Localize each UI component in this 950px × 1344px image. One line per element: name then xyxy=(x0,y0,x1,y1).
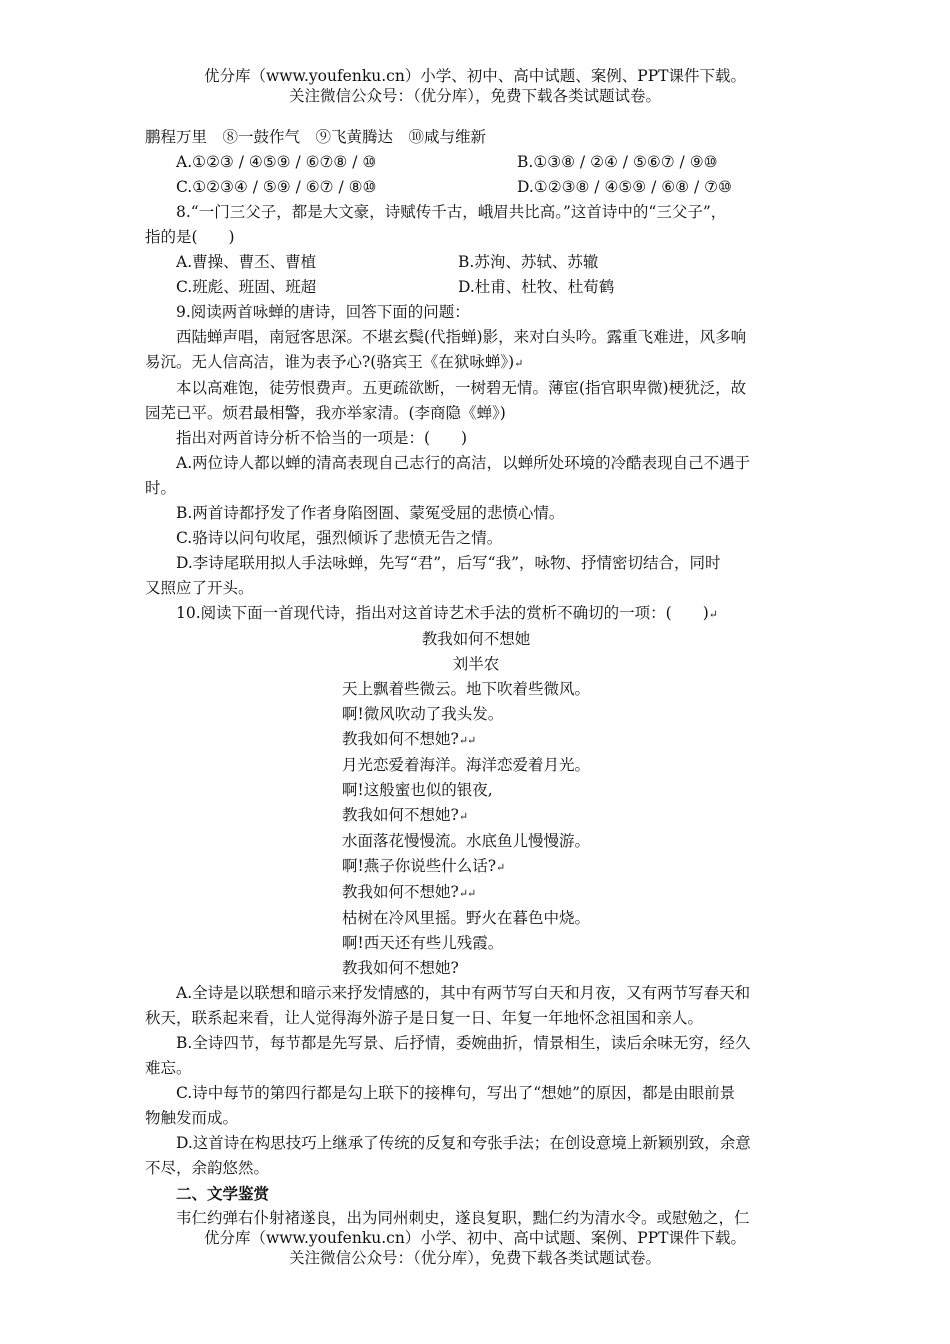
footer-line-1: 优分库（www.youfenku.cn）小学、初中、高中试题、案例、PPT课件下载。 xyxy=(203,1229,747,1247)
q10-stem xyxy=(145,601,807,627)
q8-stem-line-2: 指的是( ) xyxy=(145,228,235,246)
q9-ask: 指出对两首诗分析不恰当的一项是：( ) xyxy=(176,429,468,447)
q9-stem: 9.阅读两首咏蝉的唐诗，回答下面的问题： xyxy=(176,303,470,321)
q10-option-c-line-2: 物触发而成。 xyxy=(145,1109,239,1127)
q10-option-c-line-1: C.诗中每节的第四行都是勾上联下的接榫句，写出了“想她”的原因，都是由眼前景 xyxy=(176,1084,736,1102)
poem-line xyxy=(145,880,807,906)
q9-poem2-line-2: 园芜已平。烦君最相警，我亦举家清。(李商隐《蝉》) xyxy=(145,404,506,422)
link-mark-icon: ↵↵ xyxy=(458,734,476,747)
footer-line-2: 关注微信公众号：（优分库），免费下载各类试题试卷。 xyxy=(288,1249,661,1267)
q10-option-a-line-1: A.全诗是以联想和暗示来抒发情感的，其中有两节写白天和月夜，又有两节写春天和 xyxy=(176,984,751,1002)
q8-stem-line-1: 8.“一门三父子，都是大文豪，诗赋传千古，峨眉共比高。”这首诗中的“三父子”， xyxy=(176,203,727,221)
poem-line xyxy=(145,727,807,753)
poem-line-text: 教我如何不想她? xyxy=(342,806,459,824)
q10-option-d-line-1: D.这首诗在构思技巧上继承了传统的反复和夸张手法；在创设意境上新颖别致，余意 xyxy=(176,1134,751,1152)
q7-option-c: C.①②③④ / ⑤⑨ / ⑥⑦ / ⑧⑩ xyxy=(176,178,377,196)
poem-author: 刘半农 xyxy=(452,655,500,673)
poem-line: 水面落花慢慢流。水底鱼儿慢慢游。 xyxy=(342,832,591,850)
poem-title: 教我如何不想她 xyxy=(421,630,531,648)
poem-line: 月光恋爱着海洋。海洋恋爱着月光。 xyxy=(342,756,591,774)
q7-continued: 鹏程万里 ⑧一鼓作气 ⑨飞黄腾达 ⑩咸与维新 xyxy=(145,128,487,146)
q10-option-a-line-2: 秋天，联系起来看，让人觉得海外游子是日复一日、年复一年地怀念祖国和亲人。 xyxy=(145,1009,704,1027)
poem-line: 枯树在冷风里摇。野火在暮色中烧。 xyxy=(342,909,591,927)
q9-option-a-line-2: 时。 xyxy=(145,479,177,497)
poem-line-text: 教我如何不想她? xyxy=(342,883,459,901)
poem-line: 啊!微风吹动了我头发。 xyxy=(342,705,504,723)
q7-option-b: B.①③⑧ / ②④ / ⑤⑥⑦ / ⑨⑩ xyxy=(517,153,718,171)
document-body xyxy=(145,125,807,1231)
poem-line xyxy=(145,854,807,880)
q10-stem-text: 10.阅读下面一首现代诗，指出对这首诗艺术手法的赏析不确切的一项：( ) xyxy=(176,604,709,622)
q9-option-a-line-1: A.两位诗人都以蝉的清高表现自己志行的高洁，以蝉所处环境的冷酷表现自己不遇于 xyxy=(176,454,751,472)
q7-options-row-2 xyxy=(145,175,807,200)
link-mark-icon: ↵↵ xyxy=(458,887,476,900)
q10-option-b-line-2: 难忘。 xyxy=(145,1059,192,1077)
q7-options-row-1 xyxy=(145,150,807,175)
q7-option-a: A.①②③ / ④⑤⑨ / ⑥⑦⑧ / ⑩ xyxy=(176,153,377,171)
q9-option-d-line-2: 又照应了开头。 xyxy=(145,579,254,597)
poem-line: 啊!这般蜜也似的银夜, xyxy=(342,781,493,799)
return-mark-icon: ↵ xyxy=(708,608,717,621)
q9-poem1-line-1: 西陆蝉声唱，南冠客思深。不堪玄鬓(代指蝉)影，来对白头吟。露重飞难进，风多响 xyxy=(176,328,747,346)
q8-option-b: B.苏洵、苏轼、苏辙 xyxy=(458,253,599,271)
section-heading: 二、文学鉴赏 xyxy=(176,1184,270,1203)
q9-poem1-line-2 xyxy=(145,350,807,376)
q8-option-d: D.杜甫、杜牧、杜荀鹤 xyxy=(458,278,615,296)
q9-option-c: C.骆诗以问句收尾，强烈倾诉了悲愤无告之情。 xyxy=(176,529,503,547)
page-header xyxy=(0,66,950,106)
q8-option-c: C.班彪、班固、班超 xyxy=(176,278,317,296)
q8-option-a: A.曹操、曹丕、曹植 xyxy=(176,253,317,271)
poem-line: 啊!西天还有些儿残霞。 xyxy=(342,934,504,952)
q9-poem1-text: 易沉。无人信高洁，谁为表予心?(骆宾王《在狱咏蝉》) xyxy=(145,353,515,371)
q8-options-row-1 xyxy=(145,250,807,275)
header-line-1: 优分库（www.youfenku.cn）小学、初中、高中试题、案例、PPT课件下载。 xyxy=(203,67,747,85)
q8-options-row-2 xyxy=(145,275,807,300)
header-line-2: 关注微信公众号：（优分库），免费下载各类试题试卷。 xyxy=(288,87,661,105)
poem-line-text: 啊!燕子你说些什么话? xyxy=(342,857,497,875)
q7-option-d: D.①②③⑧ / ④⑤⑨ / ⑥⑧ / ⑦⑩ xyxy=(517,178,732,196)
q9-option-d-line-1: D.李诗尾联用拟人手法咏蝉，先写“君”，后写“我”，咏物、抒情密切结合，同时 xyxy=(176,554,721,572)
poem-line-text: 教我如何不想她? xyxy=(342,730,459,748)
page-footer xyxy=(0,1228,950,1268)
poem-line: 天上飘着些微云。地下吹着些微风。 xyxy=(342,680,591,698)
q9-option-b: B.两首诗都抒发了作者身陷囹圄、蒙冤受屈的悲愤心情。 xyxy=(176,504,565,522)
poem-line xyxy=(145,803,807,829)
q10-option-b-line-1: B.全诗四节，每节都是先写景、后抒情，委婉曲折，情景相生，读后余味无穷，经久 xyxy=(176,1034,751,1052)
return-mark-icon: ↵ xyxy=(514,357,523,370)
link-mark-icon: ↵ xyxy=(458,810,468,823)
poem-line: 教我如何不想她? xyxy=(342,959,459,977)
q9-poem2-line-1: 本以高难饱，徒劳恨费声。五更疏欲断，一树碧无情。薄宦(指官职卑微)梗犹泛，故 xyxy=(176,379,747,397)
link-mark-icon: ↵ xyxy=(496,861,505,874)
q10-option-d-line-2: 不尽，余韵悠然。 xyxy=(145,1159,270,1177)
section-text: 韦仁约弹右仆射褚遂良，出为同州刺史，遂良复职，黜仁约为清水令。或慰勉之，仁 xyxy=(176,1209,750,1227)
